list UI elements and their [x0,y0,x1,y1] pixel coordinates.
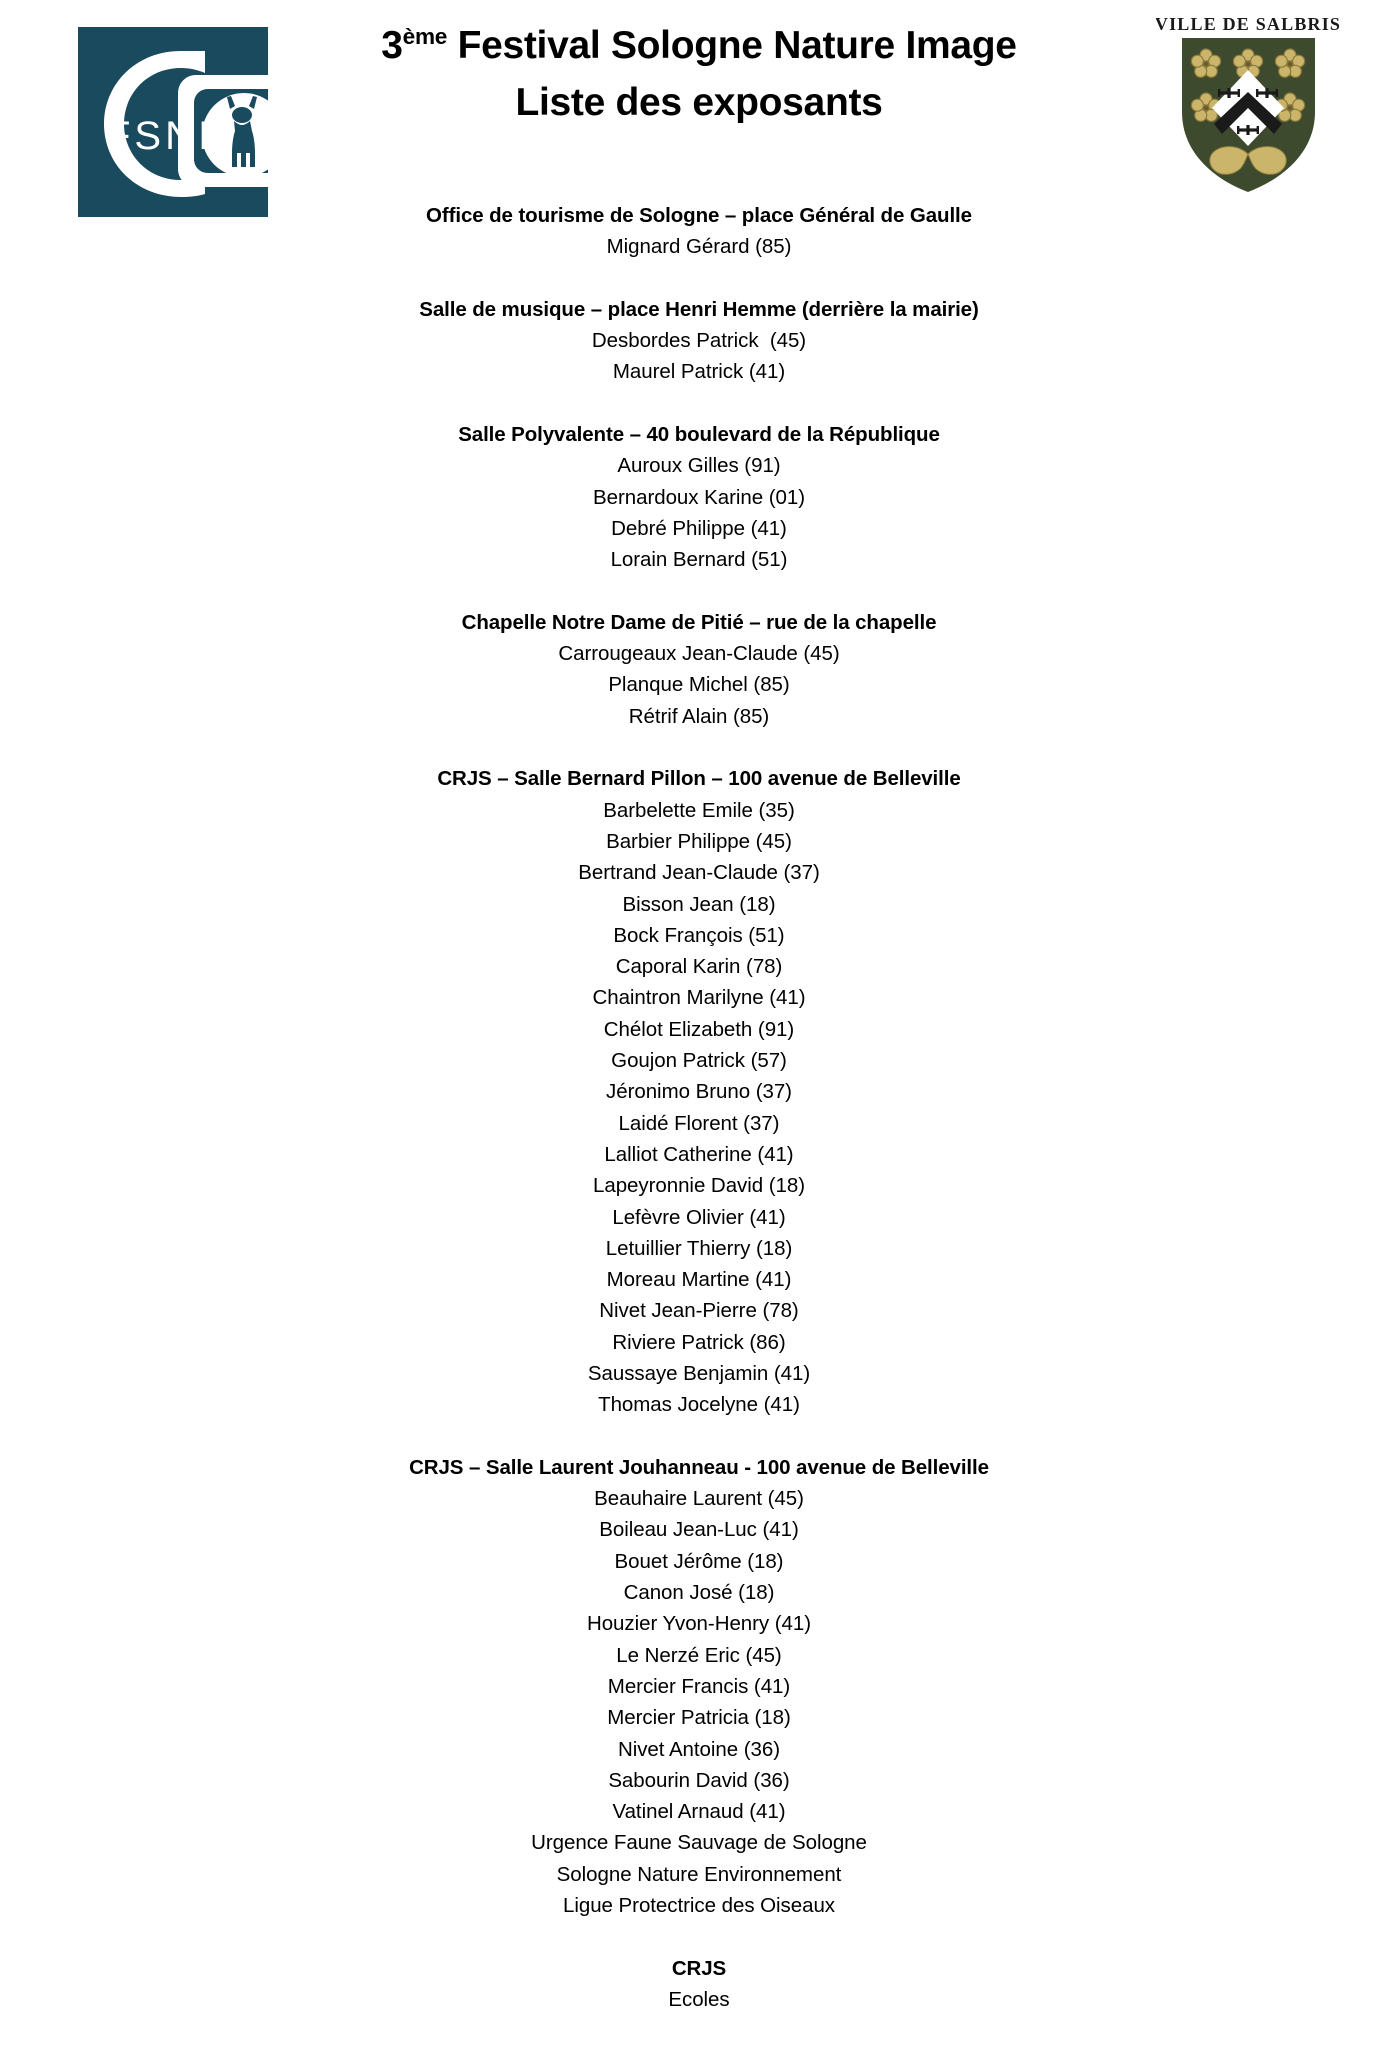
exhibitor-entry: Chélot Elizabeth (91) [603,1017,795,1041]
exhibitor-entry: Nivet Jean-Pierre (78) [599,1299,799,1323]
exhibitor-entry: Bisson Jean (18) [622,892,776,916]
exhibitor-entry: Auroux Gilles (91) [617,454,781,478]
exhibitor-entry: Jéronimo Bruno (37) [606,1080,792,1104]
venue-block [0,419,1398,575]
document-header [0,0,1398,200]
fsni-logo [78,27,268,217]
exhibitor-entry: Ecoles [668,1987,730,2011]
exhibitor-entry: Sabourin David (36) [608,1768,790,1792]
exhibitor-entry: Le Nerzé Eric (45) [616,1643,782,1667]
exhibitor-entry: Bock François (51) [613,923,785,947]
exhibitor-entry: Mercier Francis (41) [607,1674,791,1698]
svg-text:FSNI: FSNI [106,114,214,158]
exhibitor-entry: Letuillier Thierry (18) [605,1236,793,1260]
venue-name: CRJS – Salle Bernard Pillon – 100 avenue de Belleville [437,767,961,791]
venue-name: Chapelle Notre Dame de Pitié – rue de la chapelle [461,610,937,634]
exhibitor-entry: Saussaye Benjamin (41) [587,1361,811,1385]
exhibitor-entry: Chaintron Marilyne (41) [592,986,806,1010]
svg-text:VILLE DE SALBRIS: VILLE DE SALBRIS [1156,14,1341,34]
ville-de-salbris-coat-of-arms [1156,8,1341,198]
venue-name: Salle Polyvalente – 40 boulevard de la République [458,423,940,447]
exhibitor-entry: Lefèvre Olivier (41) [612,1205,786,1229]
exhibitor-entry: Moreau Martine (41) [606,1268,792,1292]
section-spacer [0,576,1398,607]
exhibitor-entry: Carrougeaux Jean-Claude (45) [558,642,840,666]
exhibitor-entry: Ligue Protectrice des Oiseaux [562,1894,836,1918]
venue-block [0,763,1398,1420]
exhibitor-entry: Thomas Jocelyne (41) [598,1393,800,1417]
exhibitor-entry: Vatinel Arnaud (41) [612,1800,786,1824]
exhibitor-entry: Sologne Nature Environnement [556,1862,842,1886]
exhibitor-entry: Houzier Yvon-Henry (41) [586,1612,812,1636]
exhibitor-entry: Bernardoux Karine (01) [593,485,805,509]
exhibitor-entry: Nivet Antoine (36) [617,1737,781,1761]
title-main: Festival Sologne Nature Image [447,24,1017,67]
exhibitor-entry: Desbordes Patrick (45) [591,329,807,353]
exhibitor-entry: Mignard Gérard (85) [606,235,792,259]
exhibitor-entry: Lorain Bernard (51) [610,548,788,572]
exhibitor-entry: Barbelette Emile (35) [603,798,795,822]
exhibitor-entry: Maurel Patrick (41) [612,360,786,384]
exhibitor-entry: Rétrif Alain (85) [628,704,770,728]
venue-name: Salle de musique – place Henri Hemme (derrière la mairie) [419,297,979,321]
venue-name: Office de tourisme de Sologne – place Général de Gaulle [426,204,972,227]
page-title [270,18,1128,131]
exhibitor-entry: Goujon Patrick (57) [611,1049,787,1073]
exhibitor-entry: Lapeyronnie David (18) [593,1174,805,1198]
exhibitor-entry: Boileau Jean-Luc (41) [599,1518,799,1542]
section-spacer [0,263,1398,294]
exhibitor-entry: Planque Michel (85) [608,673,790,697]
exhibitor-entry: Laidé Florent (37) [618,1111,780,1135]
exhibitor-entry: Barbier Philippe (45) [606,829,792,853]
venue-block [0,607,1398,732]
venue-name: CRJS – Salle Laurent Jouhanneau - 100 avenue de Belleville [409,1455,989,1479]
title-line-1 [270,18,1128,75]
exhibitor-entry: Mercier Patricia (18) [607,1706,791,1730]
exhibitor-entry: Bouet Jérôme (18) [614,1549,784,1573]
exhibitor-listing [0,200,1398,2015]
section-spacer [0,1921,1398,1952]
exhibitor-entry: Caporal Karin (78) [615,955,783,979]
exhibitor-entry: Debré Philippe (41) [611,516,787,540]
section-spacer [0,388,1398,419]
venue-block [0,294,1398,388]
title-ordinal: 3 [381,24,403,67]
exhibitor-entry: Lalliot Catherine (41) [604,1142,794,1166]
exhibitor-entry: Canon José (18) [623,1581,775,1605]
venue-block [0,200,1398,263]
exhibitor-entry: Beauhaire Laurent (45) [594,1487,804,1511]
section-spacer [0,1421,1398,1452]
venue-block [0,1953,1398,2016]
title-line-2: Liste des exposants [515,80,883,124]
venue-block [0,1452,1398,1921]
exhibitor-entry: Bertrand Jean-Claude (37) [578,861,820,885]
exhibitor-entry: Riviere Patrick (86) [612,1330,786,1354]
venue-name: CRJS [671,1956,727,1980]
title-ordinal-suffix: ème [402,24,448,49]
exhibitor-entry: Urgence Faune Sauvage de Sologne [531,1831,867,1855]
section-spacer [0,732,1398,763]
